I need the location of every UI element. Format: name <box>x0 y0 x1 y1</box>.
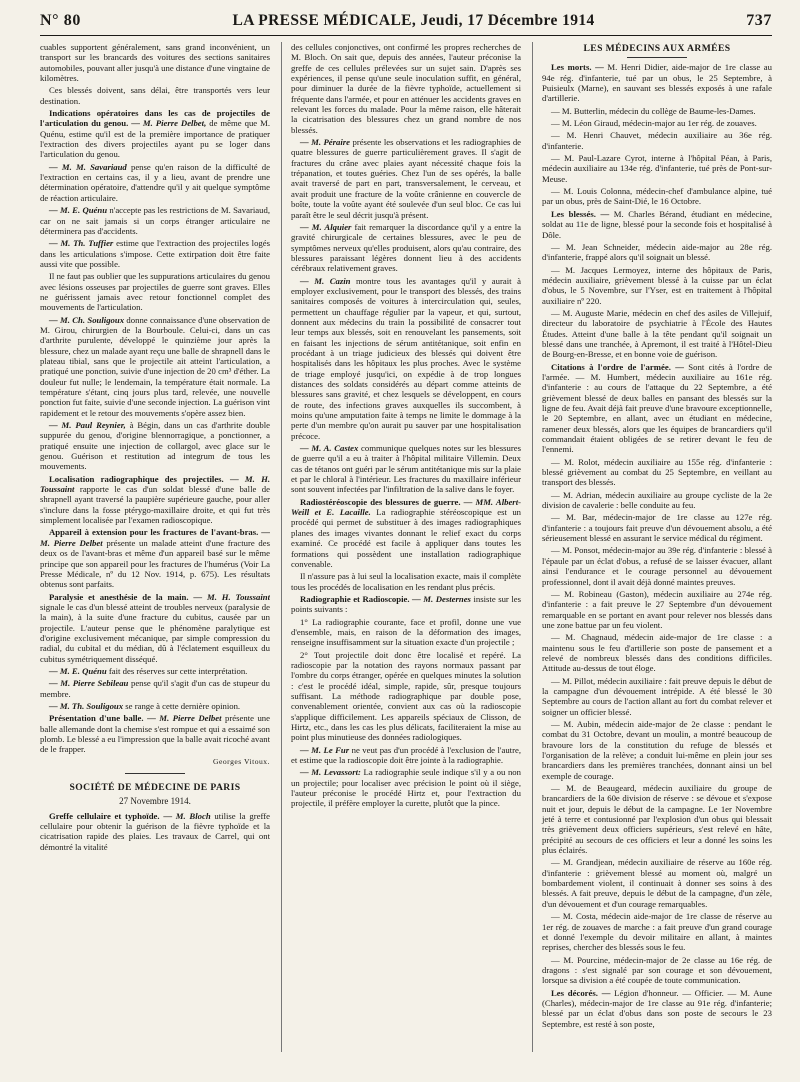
paragraph <box>40 678 270 699</box>
section-title: LES MÉDECINS AUX ARMÉES <box>583 43 731 54</box>
page-number: 737 <box>746 12 772 29</box>
body-text: estime que l'extraction des projectiles logés dans les articulations s'impose. Cette extirpation doit être faite aussi vite que possible. <box>40 238 270 269</box>
list-item: 1° La radiographie courante, face et profil, donne une vue d'ensemble, mais, en raison de la déformation des images, renseigne insuffisamment sur la situation exacte d'un projectile ; <box>291 616 521 648</box>
paragraph <box>291 745 521 766</box>
list-item: — M. Chagnaud, médecin aide-major de 1re classe : a maintenu sous le feu d'artillerie son poste de pansement et a relevé de nombreux blessés dans des conditions difficiles. Attitude au-dessus de tout éloge. <box>542 632 772 674</box>
body-text: présente un malade atteint d'une fracture des deux os de l'avant-bras et même d'un appareil basé sur le même principe que son appareil pour les fractures de l'humérus (Voir La Presse Médicale, nº du 12 Nov. 1914, p. 675). Les résultats obtenus sont parfaits. <box>40 537 270 590</box>
author: M. Bloch <box>175 810 211 821</box>
body-text: pense qu'il s'agit d'un cas de stupeur du membre. <box>40 678 270 699</box>
list-item: — M. Pourcine, médecin-major de 2e classe au 16e rég. de dragons : s'est signalé par son courage et son dévouement, lorsque sa division a été coupée de toute communication. <box>542 954 772 986</box>
list-item: — M. Jean Schneider, médecin aide-major au 28e rég. d'infanterie, frappé alors qu'il soignait un blessé. <box>542 241 772 263</box>
author: — M. M. Savariaud <box>49 161 127 172</box>
article-hand-paralysis <box>40 592 270 664</box>
paragraph <box>291 276 521 442</box>
body-text: utilise la greffe cellulaire pour obtenir la guérison de la fièvre typhoïde et la cicatrisation rapide des plaies. Les travaux de Carrel, qui ont démontré la vitalité <box>40 810 270 852</box>
author: M. Pierre Delbet <box>40 537 103 548</box>
paragraph: des cellules conjonctives, ont confirmé les propres recherches de M. Bloch. On sait que, depuis des années, l'auteur préconise la greffe de ces cellules prélevées sur un sujet sain. D'après ses expériences, il pense qu'une seule inoculation suffit, en général, pour diminuer la durée de la fièvre typhoïde, actuellement si fréquente dans l'armée, et pour en atténuer les accidents graves en relevant les forces du malade. Pour la même raison, elle hâterait la cicatrisation des blessures chez un grand nombre de nos blessés. <box>291 42 521 135</box>
body-text: rapporte le cas d'un soldat blessé d'une balle de shrapnell ayant traversé la paupière supérieure gauche, pour aller s'inclure dans la fosse ptérygo-maxillaire droite, et qui fut très simplement localisée par l'examen radioscopique. <box>40 484 270 526</box>
body-text: fait remarquer la discordance qu'il y a entre la gravité chirurgicale de certaines blessures, avec le peu de symptômes nerveux qu'elles produisent, alors qu'au contraire, des blessures paraissant légères donnent lieu à des accidents cérébraux relativement graves. <box>291 221 521 274</box>
author: — M. Alquier <box>300 221 352 232</box>
author: — M. Cazin <box>300 275 351 286</box>
issue-number: N° 80 <box>40 12 81 29</box>
paragraph <box>40 420 270 472</box>
article-cell-graft <box>40 811 270 852</box>
citations-intro <box>542 362 772 455</box>
body-text: de même que M. Quénu, estime qu'il est de la première importance de pratiquer l'extraction des divers projectiles ayant pu se loger dans l'articulation du genou. <box>40 118 270 160</box>
subtitle: Paralysie et anesthésie de la main. — <box>49 591 203 602</box>
subtitle: Localisation radiographique des projectiles. — <box>49 473 239 484</box>
body-text: se range à cette dernière opinion. <box>125 700 241 711</box>
list-item: — M. Paul-Lazare Cyrot, interne à l'hôpital Péan, à Paris, médecin auxiliaire au 134e rég. d'infanterie, tué près de Pont-sur-Meuse. <box>542 153 772 184</box>
author: — M. Th. Souligoux <box>49 700 124 711</box>
list-item: — M. Aubin, médecin aide-major de 2e classe : pendant le combat du 31 Octobre, devant un moulin, a montré beaucoup de bravoure lors de la constitution du refuge de blessés et l'organisation de la relève; a conduit lui-même en plein jour ses brancardiers dans les premières tranchées, donnant ainsi un bel exemple de courage. <box>542 718 772 781</box>
section-divider <box>125 773 185 774</box>
subtitle: Citations à l'ordre de l'armée. — <box>551 361 684 372</box>
section-title: SOCIÉTÉ DE MÉDECINE DE PARIS <box>69 782 241 794</box>
body-text: La radiographie stéréoscopique est un procédé qui permet de substituer à des images radiographiques planes des images vivantes donnant le relief exact du corps examiné. Ce procédé est facile à appliquer dans toutes les formations qui possèdent une installation radiographique convenable. <box>291 507 521 569</box>
body-text: Légion d'honneur. — Officier. — M. Aune (Charles), médecin-major de 1re classe au 91e rég. d'infanterie; blessé par un éclat d'obus dans son poste de secours le 23 Septembre, est resté à son poste, <box>542 987 772 1029</box>
author: — M. E. Quénu <box>49 665 107 676</box>
list-item: — M. Ponsot, médecin-major au 39e rég. d'infanterie : blessé à l'épaule par un éclat d'obus, a refusé de se laisser évacuer, allant ainsi l'endurance et le courage personnel au dévouement professionnel, dont il avait déjà donné maintes preuves. <box>542 545 772 587</box>
body-text: insiste sur les points suivants : <box>291 593 521 615</box>
paragraph: Il n'assure pas à lui seul la localisation exacte, mais il complète tous les procédés de localisation en les rendant plus précis. <box>291 571 521 592</box>
body-text: Sont cités à l'ordre de l'armée. — M. Humbert, médecin auxiliaire au 161e rég. d'infanterie : au cours de l'attaque du 22 Septembre, a été grièvement blessé de deux balles en pansant des blessés sur la ligne de feu. Avait déjà fait preuve d'une bravoure exceptionnelle, le 20 Septembre, en allant, avec un étudiant en médecine, ramener deux blessés, alors que les équipes de brancardiers qu'il commandait étaient obligées de se retirer devant le feu de l'ennemi. <box>542 361 772 455</box>
list-item: — M. Grandjean, médecin auxiliaire de réserve au 160e rég. d'infanterie : grièvement blessé au moment où, malgré un bombardement violent, il continuait à donner ses soins à des blessés. A fait preuve, depuis le début de la campagne, d'un zèle, d'un dévouement et d'un courage remarquables. <box>542 857 772 909</box>
body-text: montre tous les avantages qu'il y aurait à employer exclusivement, pour le transport des blessés, des trains sanitaires composés de voitures à intercirculation qui, seules, permettent un chauffage régulier par la vapeur, et qui, surtout, donnent aux médecins du train la possibilité de consacrer tout leur temps aux blessés, soit en renouvelant les pansements, soit en faisant les injections de sérum antitétanique, soit enfin en procédant à un triage judicieux des blessés qui doivent être hospitalisés dans les hôpitaux les plus proches. Avec le système de triage employé jusqu'ici, on expédie à de trop longues distances des soldats considérés au départ comme atteints de blessures sans gravité, et chez lesquels se développent, en cours de route, des infections graves auxquelles ils succombent, à moins qu'une amputation faite à temps ne limite le dommage à la perte d'un membre qu'on aurait pu sauver par une hospitalisation précoce. <box>291 275 521 441</box>
list-item: — M. Bar, médecin-major de 1re classe au 127e rég. d'infanterie : a toujours fait preuve d'un dévouement absolu, a été sérieusement blessé en assurant le service médical du régiment. <box>542 512 772 544</box>
body-text: pense qu'en raison de la difficulté de l'extraction en certains cas, il y a lieu, avant de prendre une détermination opératoire, d'attendre qu'il y ait quelque symptôme de réaction articulaire. <box>40 161 270 203</box>
list-item: — M. Rolot, médecin auxiliaire au 155e rég. d'infanterie : blessé grièvement au combat du 25 Septembre, en veillant au transport des blessés. <box>542 456 772 488</box>
subtitle: Les blessés. — <box>551 208 610 219</box>
article-columns <box>40 42 772 1052</box>
article-bullet <box>40 713 270 754</box>
body-text: à Bégin, dans un cas d'arthrite double suppurée du genou, d'origine blennorragique, a ponctionner, a pratiqué ensuite une injection de collargol, avec glace sur le genou. Guérison et restitution ad integrum de tous les mouvements. <box>40 420 270 472</box>
list-item: — M. Léon Giraud, médecin-major au 1er rég. de zouaves. <box>551 118 757 129</box>
column-right <box>532 42 772 1052</box>
list-item: — M. Auguste Marie, médecin en chef des asiles de Villejuif, directeur du laboratoire de psychiatrie à l'École des Hautes Études. Atteint d'une balle à la tête pendant qu'il soignait un blessé dans une tranchée, à Apremont, il est traité à l'Hôtel-Dieu de Bourg-en-Bresse, et en bonne voie de guérison. <box>542 307 772 360</box>
paragraph <box>40 701 270 711</box>
author: — M. Péraire <box>300 137 351 148</box>
author: — M. Th. Tuffier <box>49 238 114 249</box>
paragraph <box>291 767 521 808</box>
author: — M. Ch. Souligoux <box>49 314 125 325</box>
blesses-intro <box>542 209 772 240</box>
paragraph <box>40 162 270 203</box>
paragraph <box>40 666 270 676</box>
paragraph: cuables supportent généralement, sans grand inconvénient, un transport sur les brancards des voitures des sections sanitaires automobiles, pouvant aller jusqu'à une distance d'une vingtaine de kilomètres. <box>40 42 270 84</box>
body-text: La radiographie seule indique s'il y a ou non un projectile; pour localiser avec précision le point où il siège, l'auteur préconise le procédé Hirtz et, pour l'extraction du projectile, il préfère employer la curette, plutôt que la pince. <box>291 767 521 809</box>
article-radiography <box>291 594 521 615</box>
list-item: — M. Henri Chauvet, médecin auxiliaire au 36e rég. d'infanterie. <box>542 130 772 151</box>
list-item: — M. Robineau (Gaston), médecin auxiliaire au 274e rég. d'infanterie : a fait preuve le 27 Septembre d'un dévouement remarquable en se portant en avant pour relever nos blessés dans une zone battue par un feu violent. <box>542 588 772 630</box>
author: M. Desternes <box>423 593 471 604</box>
paragraph <box>291 222 521 274</box>
body-text: donne connaissance d'une observation de M. Girou, chirurgien de la Bourboule. Celui-ci, dans un cas d'arthrite purulente, développé le quinzième jour après la blessure, chez un malade ayant reçu une balle de shrapnell dans le plateau tibial, sans que le projectile ait atteint l'articulation, a pratiqué une ponction, suivie d'une injection de 20 cm³ d'éther. La douleur fut nulle; le lendemain, la température était normale. La température s'étant, cinq jours plus tard, relevée, une nouvelle ponction fut faite, suivie d'une seconde injection. La guérison vint rapidement et le retour des mouvements s'opère assez bien. <box>40 314 270 418</box>
article-knee-projectiles <box>40 108 270 160</box>
subtitle: Greffe cellulaire et typhoïde. — <box>49 810 173 821</box>
paragraph <box>291 443 521 495</box>
body-text: signale le cas d'un blessé atteint de troubles nerveux (paralysie de la main), à la suite d'une fracture du cubitus, causée par un projectile. L'auteur pense que le phénomène paralytique est d'origine exclusivement mécanique, par simple compression du radial, du cubital et du médian, dû à l'éclatement esquilleux du cubitus symétriquement disséqué. <box>40 601 270 664</box>
list-item: — M. Butterlin, médecin du collège de Baume-les-Dames. <box>551 105 756 116</box>
section-divider <box>627 57 687 58</box>
body-text: n'accepte pas les restrictions de M. Savariaud, car on ne sait jamais si un corps étranger articulaire ne déterminera pas d'accidents. <box>40 205 270 236</box>
body-text: présente une balle allemande dont la chemise s'est rompue et qui a essaimé son plomb. Le blessé a eu l'impression que la balle avait ricoché avant de le frapper. <box>40 713 270 755</box>
body-text: fait des réserves sur cette interprétation. <box>108 665 248 676</box>
author: M. H. Toussaint <box>206 591 270 602</box>
body-text: ne veut pas d'un procédé à l'exclusion de l'autre, et estime que la radioscopie doit être jointe à la radiographie. <box>291 744 521 766</box>
author: M. Pierre Delbet, <box>142 118 207 129</box>
author: — M. Paul Reynier, <box>49 420 126 431</box>
author: — M. Pierre Sebileau <box>49 678 129 689</box>
paragraph: Il ne faut pas oublier que les suppurations articulaires du genou avec lésions osseuses par projectiles de guerre sont graves. Elles ne guérissent jamais avec retour fonctionnel complet des mouvements de l'articulation. <box>40 271 270 313</box>
author: — M. Le Fur <box>300 744 350 755</box>
paragraph <box>40 238 270 269</box>
list-item: — M. Jacques Lermoyez, interne des hôpitaux de Paris, médecin auxiliaire, grièvement blessé à la cuisse par un éclat d'obus, le 5 Novembre, sur l'Yser, est en traitement à l'hôpital auxiliaire nº 220. <box>542 264 772 306</box>
author: M. H. Toussaint <box>40 473 270 495</box>
column-left <box>40 42 270 1052</box>
article-localisation <box>40 474 270 526</box>
subtitle: Indications opératoires dans les cas de projectiles de l'articulation du genou. — <box>40 108 270 129</box>
author: MM. Albert-Weill et E. Lacaille. <box>291 496 521 518</box>
paragraph <box>40 315 270 418</box>
article-forearm-apparatus <box>40 527 270 589</box>
article-radiostereoscopy <box>291 497 521 569</box>
journal-title: LA PRESSE MÉDICALE, Jeudi, 17 Décembre 1914 <box>232 12 595 29</box>
subtitle: Radiostéréoscopie des blessures de guerre. — <box>300 496 473 507</box>
list-item: — M. Adrian, médecin auxiliaire au groupe cycliste de la 2e division de cavalerie : belle conduite au feu. <box>542 489 772 511</box>
author: — M. Levassort: <box>300 767 361 778</box>
paragraph: Ces blessés doivent, sans délai, être transportés vers leur destination. <box>40 85 270 106</box>
body-text: M. Charles Bérand, étudiant en médecine, soldat au 11e de ligne, blessé pour la seconde fois et hospitalisé à Dôle. <box>542 208 772 240</box>
list-item: 2° Tout projectile doit donc être localisé et repéré. La radioscopie par la notation des rayons normaux passant par l'ombre du corps étranger, opérée en quelques minutes la solution : c'est le procédé idéal, simple, rapide, sûr, presque toujours suffisant. La méthode radiographique par double pose, convenablement orientée, convient aux cas où la radioscopie s'applique difficilement. Les appareils spéciaux de Clisson, de Hirtz, etc., dans les cas les plus délicats, faciliteraient la mise au point plus minutieuse des données radiologiques. <box>291 649 521 743</box>
list-item: — M. Louis Colonna, médecin-chef d'ambulance alpine, tué par un obus, près de Saint-Dié, le 16 Octobre. <box>542 186 772 207</box>
morts-intro <box>542 62 772 103</box>
list-item: — M. Costa, médecin aide-major de 1re classe de réserve au 1er rég. de zouaves de marche : a fait preuve d'un grand courage et donné l'exemple du devoir militaire en allant, à maintes reprises, chercher des blessés sous le feu. <box>542 911 772 953</box>
list-item: — M. de Beaugeard, médecin auxiliaire du groupe de brancardiers de la 60e division de réserve : se dévoue et s'expose nuit et jour, depuis le début de la campagne. Le 1er Novembre jeté à terre et contusionné par l'explosion d'un obus qui blessait très grièvement deux officiers supérieurs, s'est relevé en hâte, précipité au secours de ces officiers et leur a donné les soins les plus éclairés. <box>542 783 772 856</box>
author: — M. E. Quénu <box>49 205 108 216</box>
subtitle: Présentation d'une balle. — <box>49 713 156 724</box>
subtitle: Les décorés. — <box>551 987 611 998</box>
section-date: 27 Novembre 1914. <box>119 796 191 807</box>
subtitle: Les morts. — <box>551 62 604 73</box>
page-header <box>40 12 772 36</box>
body-text: communique quelques notes sur les blessures de guerre qu'il a eu à traiter à l'hôpital militaire Villemin. Deux cas de tétanos ont guéri par le sérum antitétanique mis sur la plaie et par le chloral à l'intérieur. Les fractures du maxillaire inférieur sont souvent infectées par l'infiltration de la salive dans le foyer. <box>291 443 521 495</box>
decores-intro <box>542 988 772 1029</box>
paragraph <box>40 205 270 236</box>
subtitle: Radiographie et Radioscopie. — <box>300 593 421 604</box>
subtitle: Appareil à extension pour les fractures de l'avant-bras. — <box>49 527 270 538</box>
author: M. Pierre Delbet <box>159 713 222 724</box>
body-text: présente les observations et les radiographies de quatre blessures de guerre particulièrement graves. Il s'agit de fractures du crâne avec plaies ayant nécessité chaque fois la trépanation, et toutes guéries. Chez l'un de ses opérés, la balle avait traversé de part en part, transversalement, le cerveau, et avait produit une fracture de la voûte crânienne en couvercle de boîte, toute la voûte ayant été soulevée d'un seul bloc. Ce cas lui paraît être le seul décrit jusqu'à présent. <box>291 137 521 220</box>
body-text: M. Henri Didier, aide-major de 1re classe au 94e rég. d'infanterie, tué par un obus, le 25 Septembre, à Puisieulx (Marne), en sauvant ses blessés exposés à une rafale d'artillerie. <box>542 62 772 104</box>
column-middle <box>281 42 521 1052</box>
paragraph <box>291 137 521 220</box>
list-item: — M. Pillot, médecin auxiliaire : fait preuve depuis le début de la campagne d'un dévouement intrépide. A été blessé le 30 Septembre au cours de l'action allant au fort du combat relever et soigner un officier blessé. <box>542 675 772 717</box>
author: — M. A. Castex <box>300 443 359 454</box>
author-signature: Georges Vitoux. <box>213 756 270 766</box>
